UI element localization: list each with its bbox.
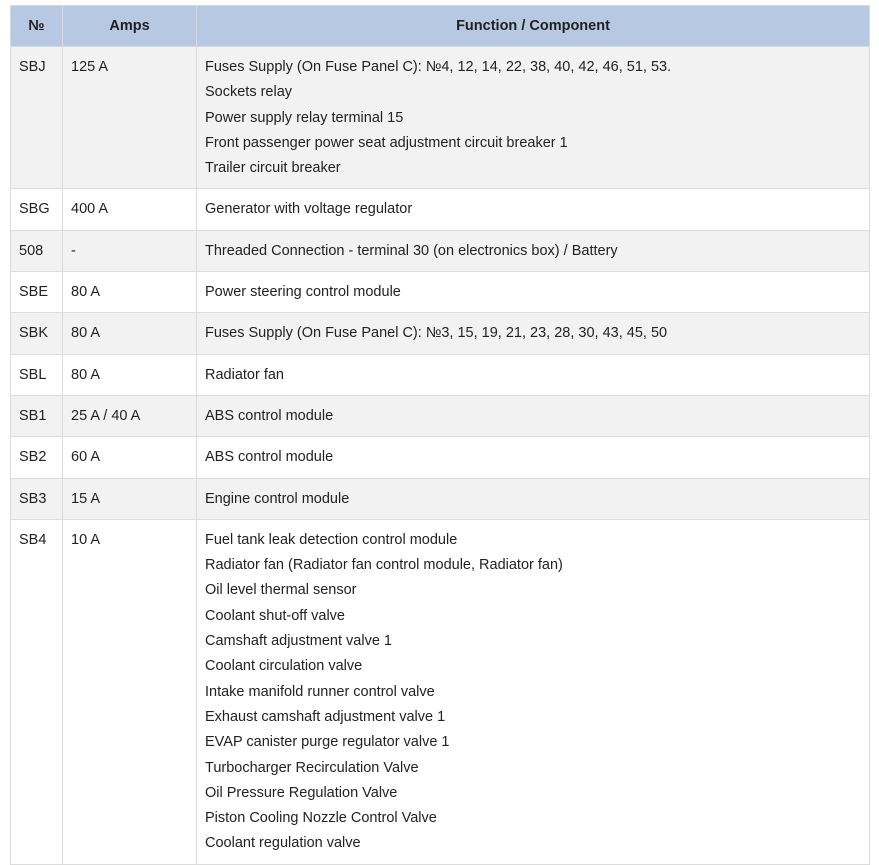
fuse-number-cell: SB2 [11,437,63,478]
fuse-number-cell: SB3 [11,478,63,519]
fuse-function-cell [197,272,870,313]
function-line: Fuses Supply (On Fuse Panel C): №4, 12, 14, 22, 38, 40, 42, 46, 51, 53. [205,59,672,75]
header-number: № [11,6,63,47]
function-line: Fuel tank leak detection control module [205,531,458,548]
function-line: Trailer circuit breaker [205,160,341,177]
function-line: Radiator fan [205,366,284,383]
fuse-number-cell: SBE [11,272,63,313]
fuse-table [10,5,870,865]
fuse-amps-cell: - [63,230,197,271]
fuse-number-cell: SBJ [11,47,63,189]
fuse-amps-cell: 80 A [63,313,197,354]
table-row [11,395,870,436]
function-line: Fuses Supply (On Fuse Panel C): №3, 15, 19, 21, 23, 28, 30, 43, 45, 50 [205,325,668,342]
function-line: Intake manifold runner control valve [205,683,435,700]
function-line: Coolant shut-off valve [205,607,345,624]
function-line: Sockets relay [205,84,293,101]
fuse-number-cell: SBG [11,189,63,230]
fuse-function-cell [197,395,870,436]
function-line: Coolant regulation valve [205,835,361,852]
fuse-amps-cell: 400 A [63,189,197,230]
function-line: ABS control module [205,449,334,466]
fuse-amps-cell: 15 A [63,478,197,519]
fuse-function-cell [197,47,870,189]
fuse-function-cell [197,354,870,395]
table-row [11,354,870,395]
table-row [11,478,870,519]
function-line: Engine control module [205,490,350,507]
fuse-function-cell [197,230,870,271]
fuse-amps-cell: 60 A [63,437,197,478]
function-line: ABS control module [205,407,334,424]
header-amps: Amps [63,6,197,47]
fuse-number-cell: SB4 [11,519,63,864]
fuse-amps-cell: 10 A [63,519,197,864]
fuse-number-cell: 508 [11,230,63,271]
function-line: Coolant circulation valve [205,658,363,675]
fuse-function-cell [197,519,870,864]
table-row [11,47,870,189]
function-line: Turbocharger Recirculation Valve [205,759,419,776]
table-row [11,230,870,271]
function-line: Piston Cooling Nozzle Control Valve [205,810,437,827]
header-function: Function / Component [197,6,870,47]
table-row [11,189,870,230]
header-row [11,6,870,47]
fuse-number-cell: SB1 [11,395,63,436]
function-line: Power steering control module [205,284,401,301]
fuse-number-cell: SBK [11,313,63,354]
fuse-amps-cell: 80 A [63,354,197,395]
fuse-function-cell [197,437,870,478]
table-row [11,437,870,478]
fuse-table-container [10,5,869,865]
function-line: EVAP canister purge regulator valve 1 [205,734,450,751]
table-header [11,6,870,47]
fuse-amps-cell: 25 A / 40 A [63,395,197,436]
table-body [11,47,870,865]
fuse-function-cell [197,478,870,519]
function-line: Threaded Connection - terminal 30 (on electronics box) / Battery [205,242,618,259]
table-row [11,519,870,864]
function-line: Camshaft adjustment valve 1 [205,633,392,650]
fuse-amps-cell: 125 A [63,47,197,189]
table-row [11,313,870,354]
fuse-amps-cell: 80 A [63,272,197,313]
function-line: Oil Pressure Regulation Valve [205,784,398,801]
table-row [11,272,870,313]
function-line: Power supply relay terminal 15 [205,109,404,126]
function-line: Oil level thermal sensor [205,582,357,599]
fuse-number-cell: SBL [11,354,63,395]
function-line: Radiator fan (Radiator fan control module, Radiator fan) [205,557,563,574]
function-line: Exhaust camshaft adjustment valve 1 [205,708,446,725]
fuse-function-cell [197,189,870,230]
function-line: Generator with voltage regulator [205,201,413,218]
fuse-function-cell [197,313,870,354]
function-line: Front passenger power seat adjustment circuit breaker 1 [205,134,568,151]
